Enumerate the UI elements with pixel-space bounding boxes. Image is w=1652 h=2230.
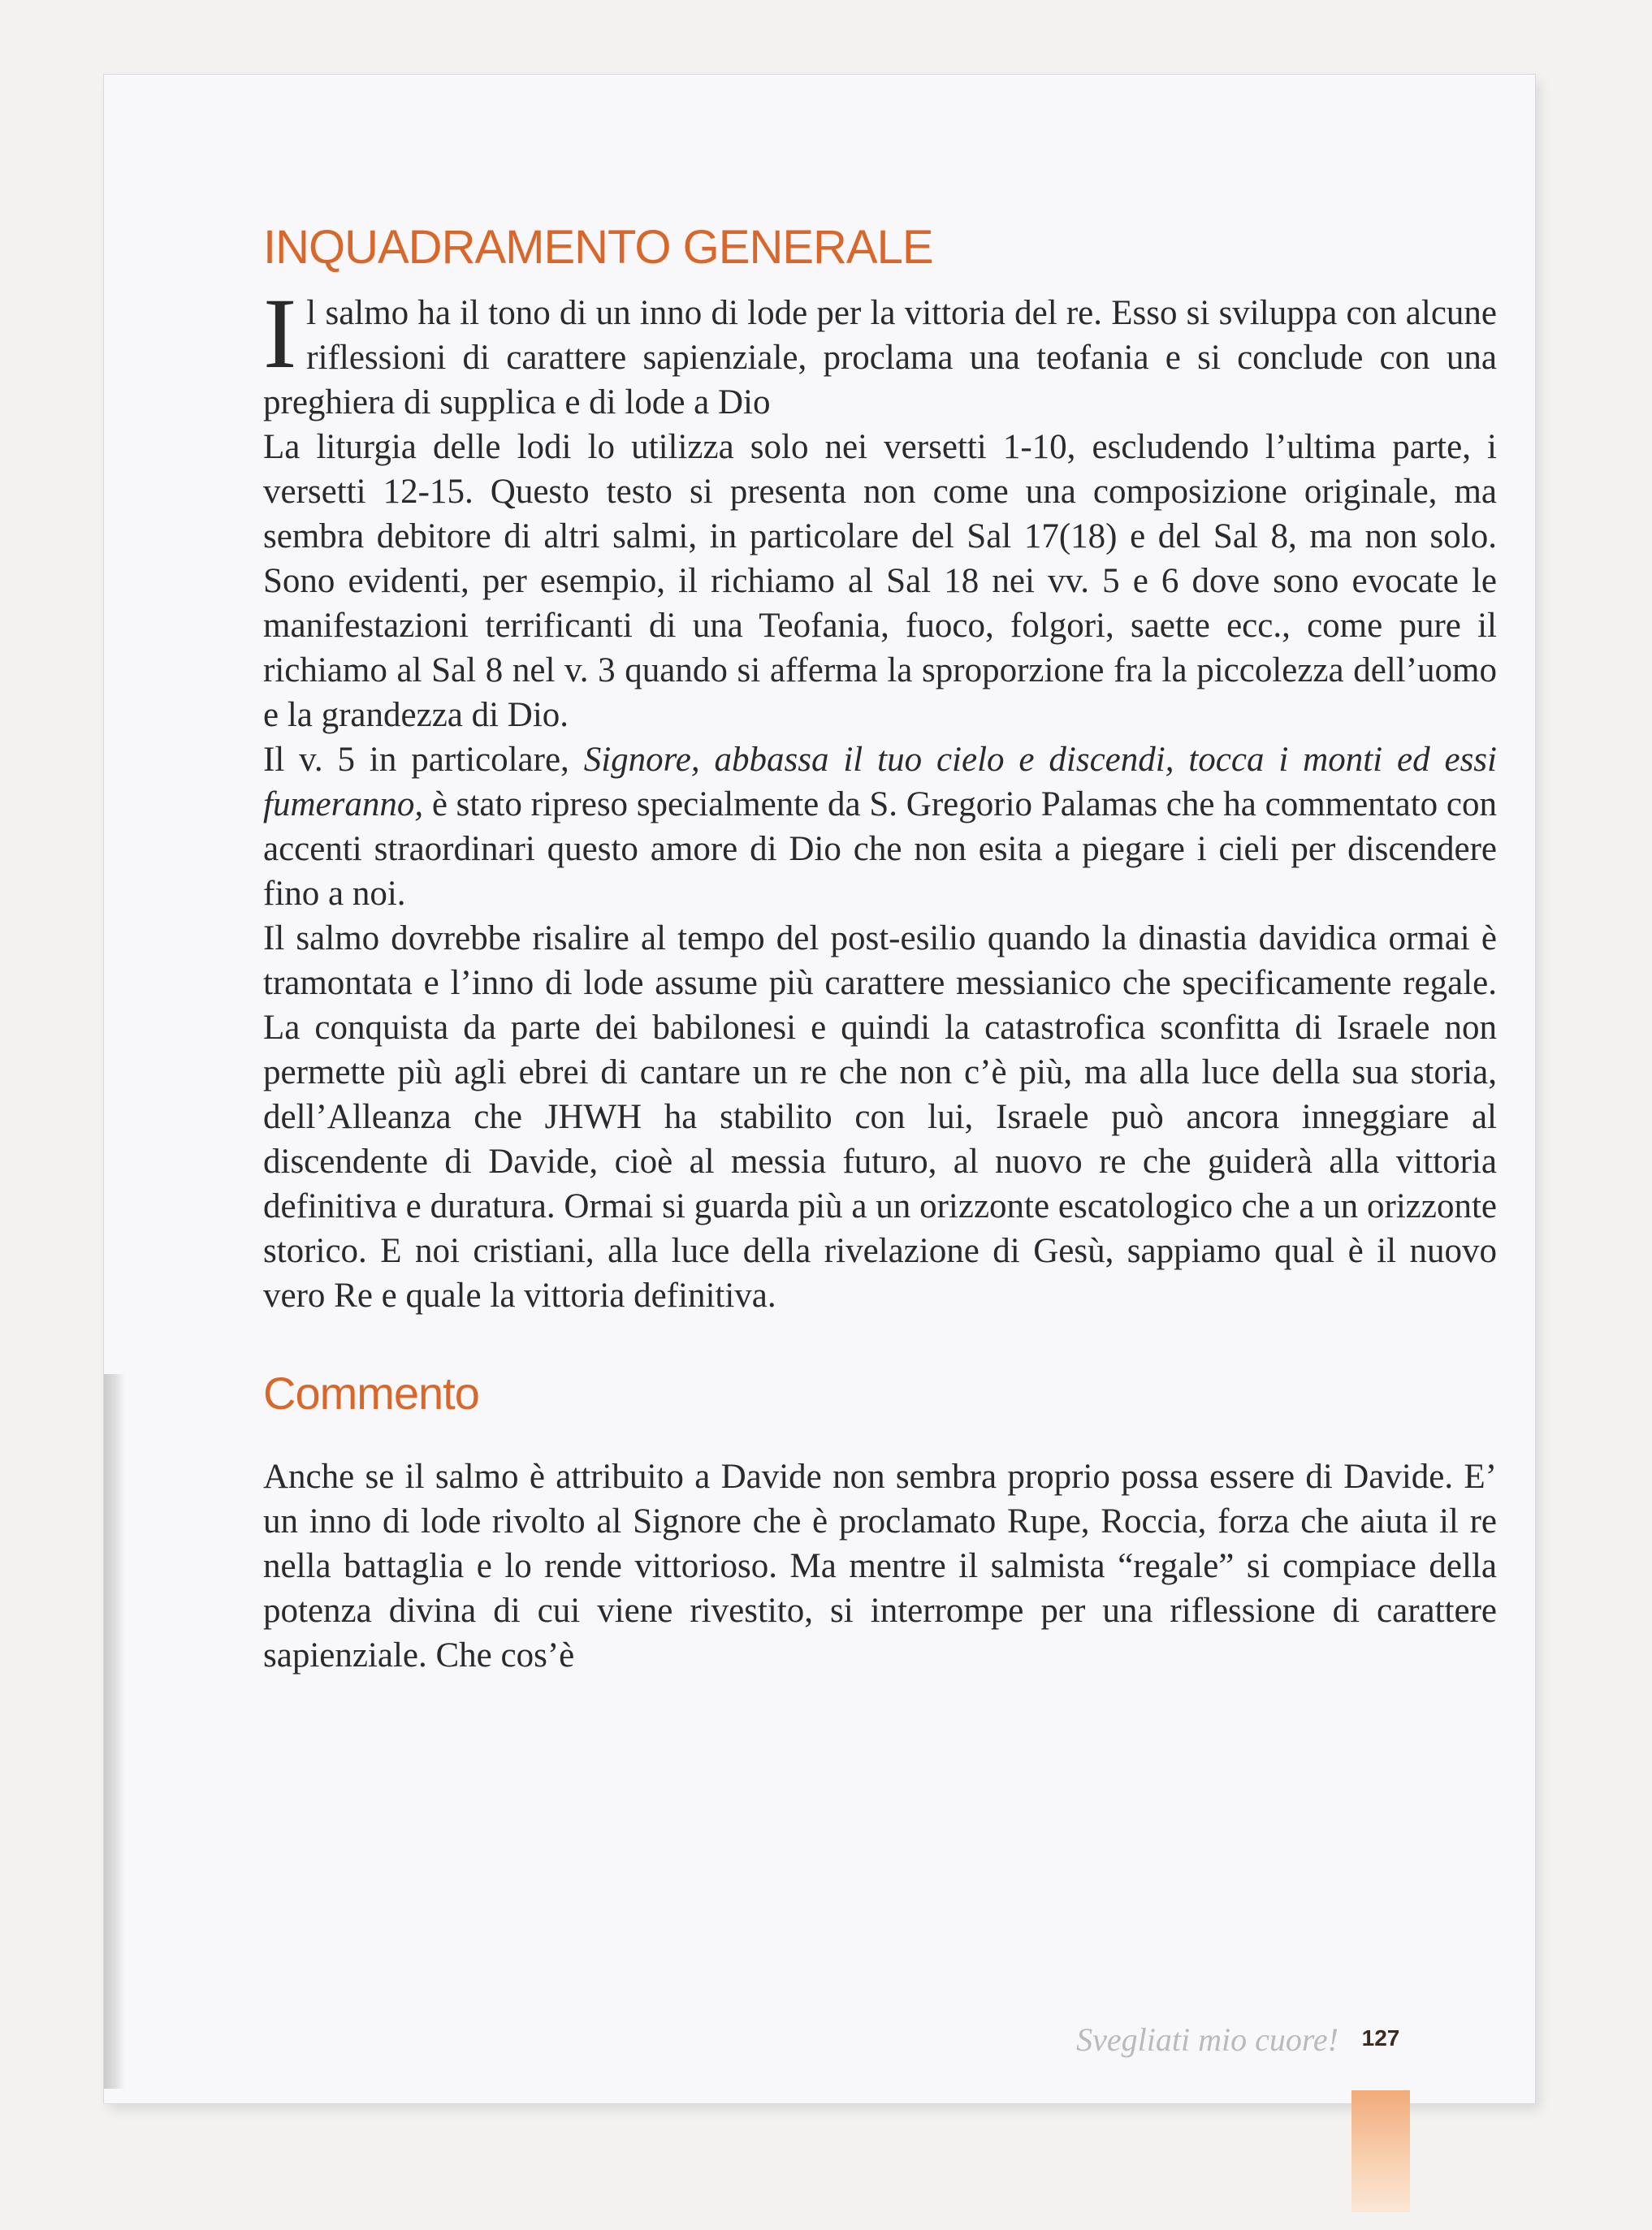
intro-paragraph-2: La liturgia delle lodi lo utilizza solo nei versetti 1-10, escludendo l’ultima parte, i versetti 12-15. Questo testo si presenta non come una composizione originale, ma sembra debitore di altri salmi, in particolare del Sal 17(18) e del Sal 8, ma non solo. Sono evidenti, per esempio, il richiamo al Sal 18 nei vv. 5 e 6 dove sono evocate le manifestazioni terrificanti di una Teofania, fuoco, folgori, saette ecc., come pure il richiamo al Sal 8 nel v. 3 quando si afferma la sproporzione fra la piccolezza dell’uomo e la grandezza di Dio. <box>263 428 1497 734</box>
page-number-tab <box>1351 2025 1410 2212</box>
intro-paragraph-3 <box>263 737 1497 916</box>
page-footer <box>1076 2016 1410 2063</box>
psalm-quote: Signore, abbassa il tuo cielo e discendi, tocca i monti ed essi fumeranno, <box>263 741 1497 823</box>
page-content <box>263 219 1497 1678</box>
comment-paragraph-1: Anche se il salmo è attribuito a Davide non sembra proprio possa essere di Davide. E’ un inno di lode rivolto al Signore che è proclamato Rupe, Roccia, forza che aiuta il re nella battaglia e lo rende vittorioso. Ma mentre il salmista “regale” si compiace della potenza divina di cui viene rivestito, si interrompe per una riflessione di carattere sapienziale. Che cos’è <box>263 1458 1497 1675</box>
section-heading-inquadramento: INQUADRAMENTO GENERALE <box>263 221 933 274</box>
intro-paragraph-3-end: è stato ripreso specialmente da S. Gregorio Palamas che ha commentato con accenti straordinari questo amore di Dio che non esita a piegare i cieli per discendere fino a noi. <box>263 785 1497 913</box>
drop-cap: I <box>263 278 297 389</box>
torn-edge <box>104 1374 125 2089</box>
page-sheet <box>104 75 1535 2103</box>
running-title: Svegliati mio cuore! <box>1076 2020 1338 2058</box>
intro-paragraph-1 <box>263 278 1497 425</box>
page-number: 127 <box>1361 2025 1400 2051</box>
intro-paragraph-3-start: Il v. 5 in particolare, <box>263 741 584 779</box>
intro-paragraph-4: Il salmo dovrebbe risalire al tempo del post-esilio quando la dinastia davidica ormai è tramontata e l’inno di lode assume più carattere messianico che specificamente regale. La conquista da parte dei babilonesi e quindi la catastrofica sconfitta di Israele non permette più agli ebrei di cantare un re che non c’è più, ma alla luce della sua storia, dell’Alleanza che JHWH ha stabilito con lui, Israele può ancora inneggiare al discendente di Davide, cioè al messia futuro, al nuovo re che guiderà alla vittoria definitiva e duratura. Ormai si guarda più a un orizzonte escatologico che a un orizzonte storico. E noi cristiani, alla luce della rivelazione di Gesù, sappiamo qual è il nuovo vero Re e quale la vittoria definitiva. <box>263 919 1497 1315</box>
intro-paragraph-1-text: l salmo ha il tono di un inno di lode per la vittoria del re. Esso si sviluppa con alcune riflessioni di carattere sapienziale, proclama una teofania e si conclude con una preghiera di supplica e di lode a Dio <box>263 294 1497 421</box>
section-heading-commento: Commento <box>263 1368 479 1419</box>
